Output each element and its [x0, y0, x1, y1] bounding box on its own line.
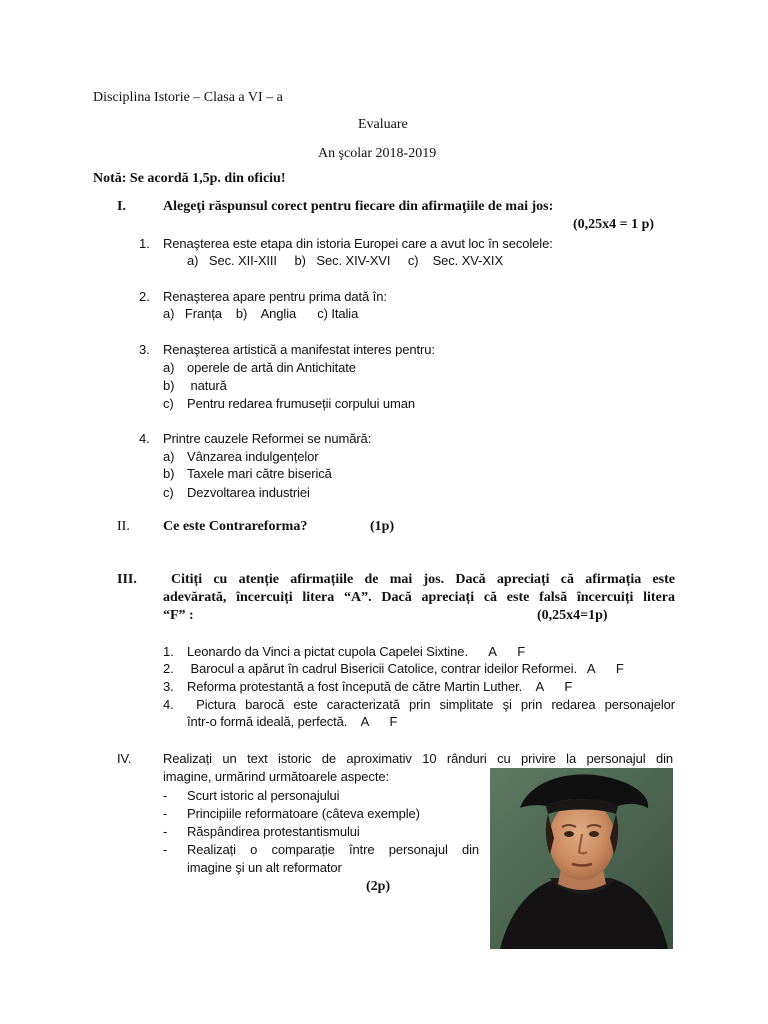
q3-option-b-letter: b) [163, 378, 175, 393]
q4-option-b: Taxele mari către biserică [187, 466, 332, 481]
note-line: Notă: Se acordă 1,5p. din oficiu! [93, 171, 286, 186]
q4-option-a: Vânzarea indulgențelor [187, 449, 319, 464]
q3-option-c-letter: c) [163, 396, 174, 411]
s1-text: Leonardo da Vinci a pictat cupola Capelei Sixtine. A F [187, 644, 526, 659]
aspect-item-2: Principiile reformatoare (câteva exemple) [187, 806, 420, 821]
section1-points: (0,25x4 = 1 p) [573, 217, 655, 232]
q1-text: Renaşterea este etapa din istoria Europei care a avut loc în secolele: [163, 236, 553, 251]
q4-option-c-letter: c) [163, 485, 174, 500]
discipline-line: Disciplina Istorie – Clasa a VI – a [93, 90, 283, 105]
q1-options: a) Sec. XII-XIII b) Sec. XIV-XVI c) Sec. XV-XIX [187, 253, 504, 268]
section3-number: III. [117, 572, 137, 587]
s3-text: Reforma protestantă a fost începută de către Martin Luther. A F [187, 679, 573, 694]
section3-line2: adevărată, încercuiți litera “A”. Dacă apreciați că este falsă încercuiți litera [163, 590, 675, 605]
s3-number: 3. [163, 679, 174, 694]
aspect-item-3: Răspândirea protestantismului [187, 824, 360, 839]
aspect-item-4: Realizați o comparație între personajul din [187, 842, 479, 857]
q3-option-b: natură [187, 378, 227, 393]
q4-option-b-letter: b) [163, 466, 175, 481]
q2-options: a) Franța b) Anglia c) Italia [163, 306, 359, 321]
section3-line1: Citiți cu atenție afirmațiile de mai jos. Dacă apreciați că afirmația este [171, 572, 675, 587]
s2-text: Barocul a apărut în cadrul Bisericii Catolice, contrar ideilor Reformei. A F [187, 661, 624, 676]
section3-line3: “F” : [163, 608, 194, 623]
q3-option-a-letter: a) [163, 360, 175, 375]
bullet-1: - [163, 788, 168, 803]
bullet-3: - [163, 824, 168, 839]
bullet-2: - [163, 806, 168, 821]
section4-line2: imagine, urmărind următoarele aspecte: [163, 769, 389, 784]
q3-number: 3. [139, 342, 150, 357]
q3-option-c: Pentru redarea frumuseții corpului uman [187, 396, 416, 411]
q3-option-a: operele de artă din Antichitate [187, 360, 356, 375]
section4-line1: Realizați un text istoric de aproximativ 10 rânduri cu privire la personajul din [163, 751, 673, 766]
s2-number: 2. [163, 661, 174, 676]
aspect-item-1: Scurt istoric al personajului [187, 788, 340, 803]
section1-title: Alegeţi răspunsul corect pentru fiecare din afirmaţiile de mai jos: [163, 199, 554, 214]
q4-option-c: Dezvoltarea industriei [187, 485, 310, 500]
q3-text: Renaşterea artistică a manifestat interes pentru: [163, 342, 435, 357]
section4-number: IV. [117, 751, 132, 766]
section2-number: II. [117, 519, 130, 534]
section1-number: I. [117, 199, 126, 214]
document-title: Evaluare [358, 117, 408, 132]
q1-number: 1. [139, 236, 150, 251]
martin-luther-portrait [490, 768, 673, 949]
q2-text: Renaşterea apare pentru prima dată în: [163, 289, 387, 304]
section3-points: (0,25x4=1p) [537, 608, 608, 623]
s1-number: 1. [163, 644, 174, 659]
s4-text-cont: într-o formă ideală, perfectă. A F [187, 714, 398, 729]
section4-points: (2p) [366, 879, 391, 894]
s4-text: Pictura barocă este caracterizată prin simplitate şi prin redarea personajelor [187, 697, 675, 712]
q4-text: Printre cauzele Reformei se numără: [163, 431, 372, 446]
school-year: An şcolar 2018-2019 [318, 146, 437, 161]
aspect-item-4-cont: imagine şi un alt reformator [187, 860, 342, 875]
q2-number: 2. [139, 289, 150, 304]
q4-number: 4. [139, 431, 150, 446]
bullet-4: - [163, 842, 168, 857]
section2-points: (1p) [370, 519, 395, 534]
q4-option-a-letter: a) [163, 449, 175, 464]
section2-title: Ce este Contrareforma? [163, 519, 308, 534]
s4-number: 4. [163, 697, 174, 712]
